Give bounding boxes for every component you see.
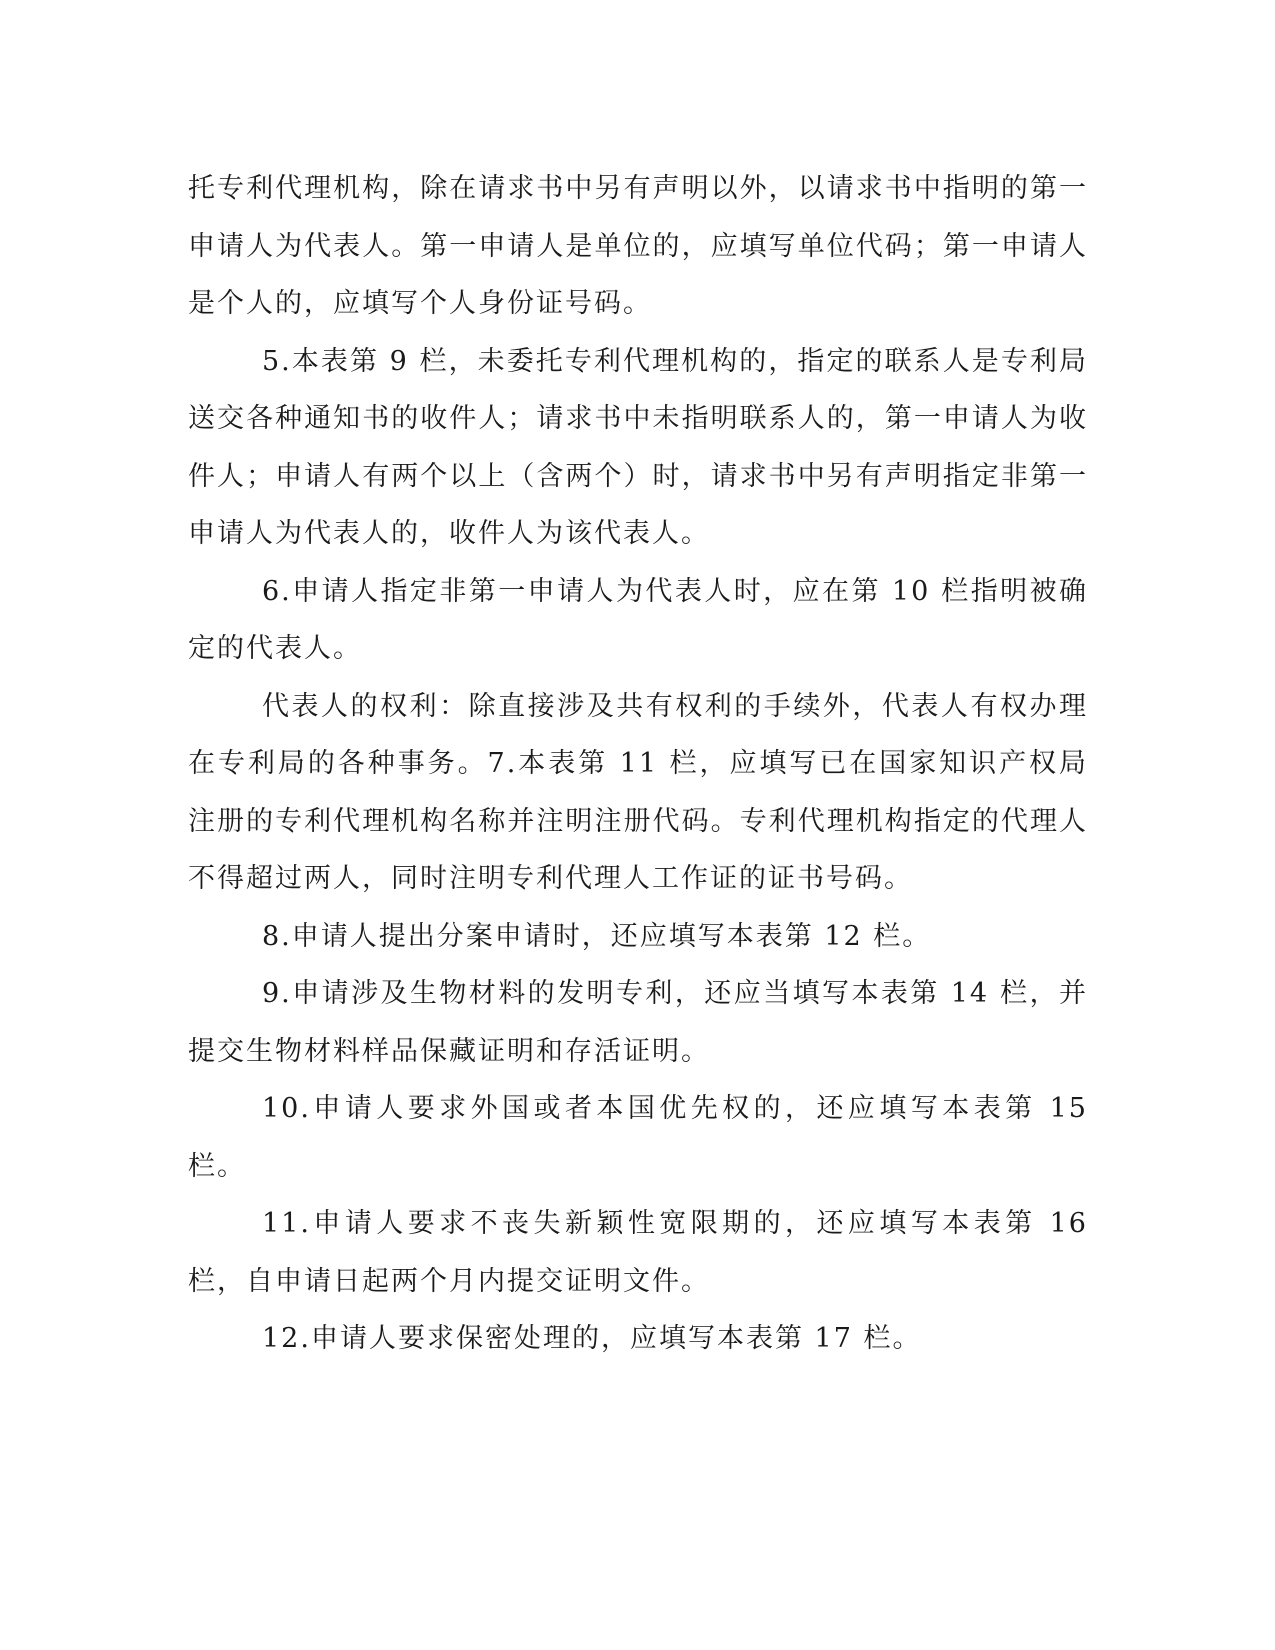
paragraph-item-5: 5.本表第 9 栏，未委托专利代理机构的，指定的联系人是专利局送交各种通知书的收件人；请求书中未指明联系人的，第一申请人为收件人；申请人有两个以上（含两个）时，请求书中另有声明指定非第一申请人为代表人的，收件人为该代表人。 <box>188 345 1088 549</box>
document-body <box>188 160 1088 1368</box>
paragraph-item-10: 10.申请人要求外国或者本国优先权的，还应填写本表第 15 栏。 <box>188 1093 1088 1182</box>
paragraph-continuation: 托专利代理机构，除在请求书中另有声明以外，以请求书中指明的第一申请人为代表人。第一申请人是单位的，应填写单位代码；第一申请人是个人的，应填写个人身份证号码。 <box>188 173 1088 319</box>
paragraph-item-11: 11.申请人要求不丧失新颖性宽限期的，还应填写本表第 16 栏，自申请日起两个月内提交证明文件。 <box>188 1208 1088 1297</box>
paragraph-item-6: 6.申请人指定非第一申请人为代表人时，应在第 10 栏指明被确定的代表人。 <box>188 575 1088 664</box>
paragraph-representative-rights: 代表人的权利：除直接涉及共有权利的手续外，代表人有权办理在专利局的各种事务。7.本表第 11 栏，应填写已在国家知识产权局注册的专利代理机构名称并注明注册代码。专利代理机构指定的代理人不得超过两人，同时注明专利代理人工作证的证书号码。 <box>188 690 1088 894</box>
paragraph-item-12: 12.申请人要求保密处理的，应填写本表第 17 栏。 <box>262 1323 922 1354</box>
paragraph-item-8: 8.申请人提出分案申请时，还应填写本表第 12 栏。 <box>262 920 932 952</box>
paragraph-item-9: 9.申请涉及生物材料的发明专利，还应当填写本表第 14 栏，并提交生物材料样品保藏证明和存活证明。 <box>188 978 1088 1067</box>
